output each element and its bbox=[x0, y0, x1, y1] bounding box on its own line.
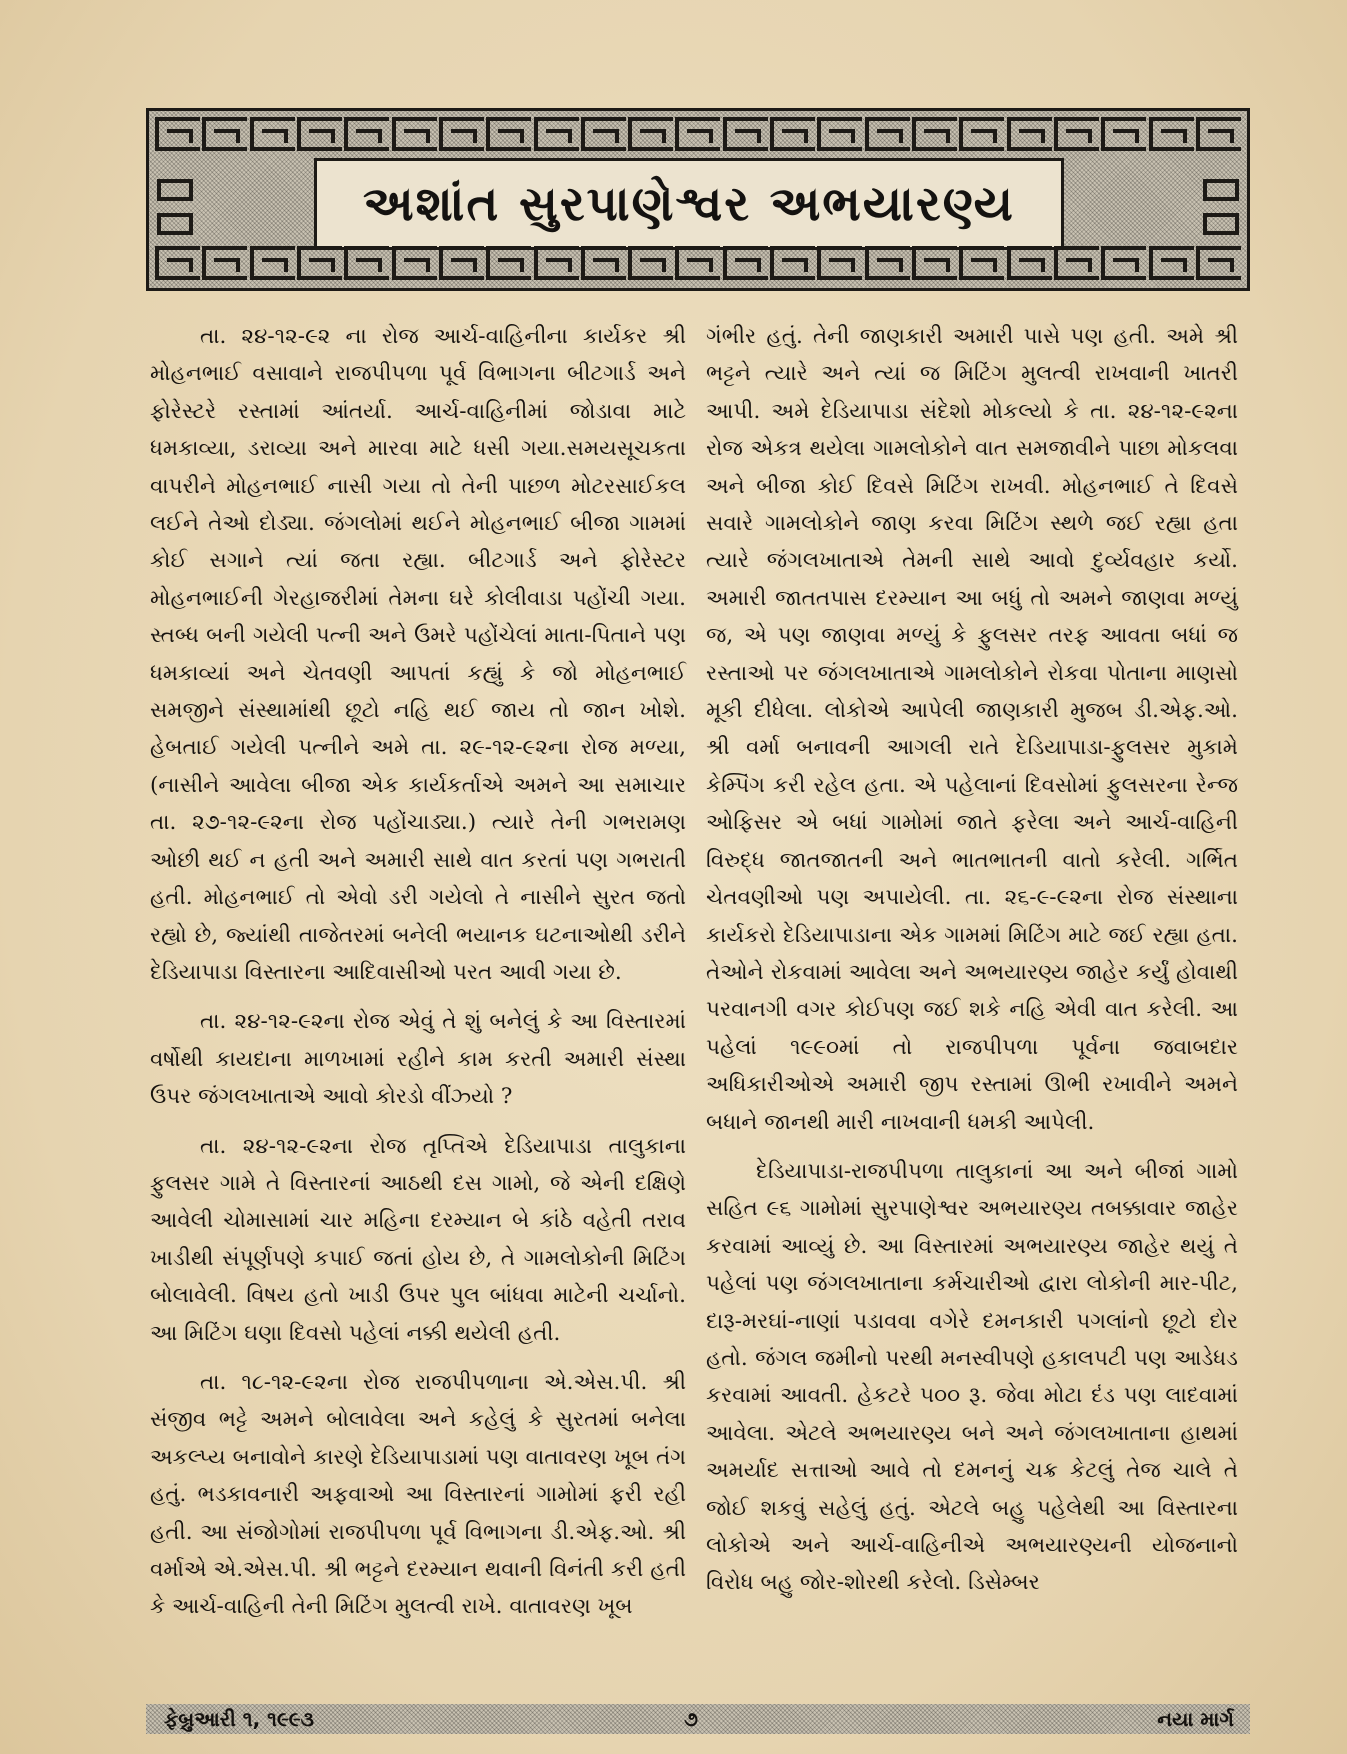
greek-key-motif bbox=[297, 117, 342, 151]
page-footer bbox=[146, 1704, 1250, 1734]
paragraph: તા. ૨૪-૧૨-૯૨ના રોજ તૃપ્તિએ દેડિયાપાડા તાલુકાના ફુલસર ગામે તે વિસ્તારનાં આઠથી દસ ગામો, જે એની દક્ષિણે આવેલી ચોમાસામાં ચાર મહિના દરમ્યાન બે કાંઠે વહેતી તરાવ ખાડીથી સંપૂર્ણપણે કપાઈ જતાં હોય છે, તે ગામલોકોની મિટિંગ બોલાવેલી. વિષય હતો ખાડી ઉપર પુલ બાંધવા માટેની ચર્ચાનો. આ મિટિંગ ઘણા દિવસો પહેલાં નક્કી થયેલી હતી. bbox=[150, 1133, 686, 1346]
paragraph: તા. ૧૮-૧૨-૯૨ના રોજ રાજપીપળાના એ.એસ.પી. શ્રી સંજીવ ભટ્ટે અમને બોલાવેલા અને કહેલું કે સુરતમાં બનેલા અકલ્પ્ય બનાવોને કારણે દેડિયાપાડામાં પણ વાતાવરણ ખૂબ તંગ હતું. ભડકાવનારી અફવાઓ આ વિસ્તારનાં ગામોમાં ફરી રહી હતી. આ સંજોગોમાં રાજપીપળા પૂર્વ વિભાગના ડી.એફ.ઓ. શ્રી વર્માએ એ.એસ.પી. શ્રી ભટ્ટને દરમ્યાન થવાની વિનંતી કરી હતી કે આર્ચ-વાહિની તેની મિટિંગ મુલત્વી રાખે. વાતાવરણ ખૂબ bbox=[150, 1369, 686, 1620]
greek-key-motif bbox=[1054, 246, 1099, 280]
greek-key-motif bbox=[202, 117, 247, 151]
greek-key-motif bbox=[297, 246, 342, 280]
greek-key-motif bbox=[534, 246, 579, 280]
greek-key-motif bbox=[439, 246, 484, 280]
greek-key-motif bbox=[912, 246, 957, 280]
greek-key-motif bbox=[439, 117, 484, 151]
greek-key-motif bbox=[155, 246, 200, 280]
greek-key-motif bbox=[1007, 246, 1052, 280]
article-column-right bbox=[706, 318, 1238, 1602]
greek-key-border-top bbox=[155, 117, 1241, 153]
greek-key-motif bbox=[1007, 117, 1052, 151]
greek-key-motif bbox=[959, 117, 1004, 151]
greek-key-motif bbox=[675, 117, 720, 151]
greek-key-motif bbox=[817, 246, 862, 280]
greek-key-motif bbox=[865, 117, 910, 151]
article-column-left bbox=[150, 318, 686, 1626]
greek-key-motif bbox=[1149, 246, 1194, 280]
article-title: અશાંત સુરપાણેશ્વર અભયારણ્ય bbox=[363, 175, 1015, 232]
issue-date: ફેબ્રુઆરી ૧, ૧૯૯૩ bbox=[164, 1707, 314, 1731]
greek-key-motif bbox=[865, 246, 910, 280]
greek-key-side-right bbox=[1203, 179, 1239, 201]
greek-key-motif bbox=[344, 246, 389, 280]
greek-key-side-left bbox=[157, 213, 193, 235]
greek-key-border-bottom bbox=[155, 246, 1241, 282]
title-banner bbox=[146, 108, 1250, 291]
greek-key-motif bbox=[628, 246, 673, 280]
greek-key-motif bbox=[817, 117, 862, 151]
greek-key-motif bbox=[534, 117, 579, 151]
greek-key-motif bbox=[770, 246, 815, 280]
greek-key-motif bbox=[581, 117, 626, 151]
greek-key-motif bbox=[1054, 117, 1099, 151]
paragraph: તા. ૨૪-૧૨-૯૨ના રોજ એવું તે શું બનેલું કે આ વિસ્તારમાં વર્ષોથી કાયદાના માળખામાં રહીને કામ કરતી અમારી સંસ્થા ઉપર જંગલખાતાએ આવો કોરડો વીંઝ્યો ? bbox=[150, 1009, 686, 1110]
greek-key-motif bbox=[344, 117, 389, 151]
greek-key-motif bbox=[392, 246, 437, 280]
title-box bbox=[314, 158, 1064, 250]
greek-key-motif bbox=[155, 117, 200, 151]
greek-key-motif bbox=[1196, 117, 1241, 151]
publication-name: નયા માર્ગ bbox=[1157, 1707, 1234, 1731]
greek-key-motif bbox=[581, 246, 626, 280]
greek-key-motif bbox=[250, 246, 295, 280]
paragraph: ગંભીર હતું. તેની જાણકારી અમારી પાસે પણ હતી. અમે શ્રી ભટ્ટને ત્યારે અને ત્યાં જ મિટિંગ મુલત્વી રાખવાની ખાતરી આપી. અમે દેડિયાપાડા સંદેશો મોકલ્યો કે તા. ૨૪-૧૨-૯૨ના રોજ એકત્ર થયેલા ગામલોકોને વાત સમજાવીને પાછા મોકલવા અને બીજા કોઈ દિવસે મિટિંગ રાખવી. મોહનભાઈ તે દિવસે સવારે ગામલોકોને જાણ કરવા મિટિંગ સ્થળે જઈ રહ્યા હતા ત્યારે જંગલખાતાએ તેમની સાથે આવો દુર્વ્યવહાર કર્યો. અમારી જાતતપાસ દરમ્યાન આ બધું તો અમને જાણવા મળ્યું જ, એ પણ જાણવા મળ્યું કે ફુલસર તરફ આવતા બધાં જ રસ્તાઓ પર જંગલખાતાએ ગામલોકોને રોકવા પોતાના માણસો મૂકી દીધેલા. લોકોએ આપેલી જાણકારી મુજબ ડી.એફ.ઓ. શ્રી વર્મા બનાવની આગલી રાતે દેડિયાપાડા-ફુલસર મુકામે કેમ્પિંગ કરી રહેલ હતા. એ પહેલાનાં દિવસોમાં ફુલસરના રેન્જ ઓફિસર એ બધાં ગામોમાં જાતે ફરેલા અને આર્ચ-વાહિની વિરુદ્ધ જાતજાતની અને ભાતભાતની વાતો કરેલી. ગર્ભિત ચેતવણીઓ પણ અપાયેલી. તા. ૨૬-૯-૯૨ના રોજ સંસ્થાના કાર્યકરો દેડિયાપાડાના એક ગામમાં મિટિંગ માટે જઈ રહ્યા હતા. તેઓને રોકવામાં આવેલા અને અભયારણ્ય જાહેર કર્યું હોવાથી પરવાનગી વગર કોઈપણ જઈ શકે નહિ એવી વાત કરેલી. આ પહેલાં ૧૯૯૦માં તો રાજપીપળા પૂર્વના જવાબદાર અધિકારીઓએ અમારી જીપ રસ્તામાં ઊભી રખાવીને અમને બધાને જાનથી મારી નાખવાની ધમકી આપેલી. bbox=[706, 324, 1238, 1135]
greek-key-motif bbox=[1196, 246, 1241, 280]
greek-key-motif bbox=[723, 246, 768, 280]
greek-key-motif bbox=[486, 117, 531, 151]
greek-key-motif bbox=[250, 117, 295, 151]
greek-key-motif bbox=[1149, 117, 1194, 151]
greek-key-motif bbox=[770, 117, 815, 151]
page-number: ૭ bbox=[684, 1707, 698, 1731]
paragraph: દેડિયાપાડા-રાજપીપળા તાલુકાનાં આ અને બીજાં ગામો સહિત ૯૬ ગામોમાં સુરપાણેશ્વર અભયારણ્ય તબક્કાવાર જાહેર કરવામાં આવ્યું છે. આ વિસ્તારમાં અભયારણ્ય જાહેર થયું તે પહેલાં પણ જંગલખાતાના કર્મચારીઓ દ્વારા લોકોની માર-પીટ, દારૂ-મરઘાં-નાણાં પડાવવા વગેરે દમનકારી પગલાંનો છૂટો દોર હતો. જંગલ જમીનો પરથી મનસ્વીપણે હકાલપટી પણ આડેધડ કરવામાં આવતી. હેકટરે ૫૦૦ રૂ. જેવા મોટા દંડ પણ લાદવામાં આવેલા. એટલે અભયારણ્ય બને અને જંગલખાતાના હાથમાં અમર્યાદ સત્તાઓ આવે તો દમનનું ચક્ર કેટલું તેજ ચાલે તે જોઈ શકવું સહેલું હતું. એટલે બહુ પહેલેથી આ વિસ્તારના લોકોએ અને આર્ચ-વાહિનીએ અભયારણ્યની યોજનાનો વિરોધ બહુ જોર-શોરથી કરેલો. ડિસેમ્બર bbox=[706, 1158, 1238, 1596]
greek-key-motif bbox=[723, 117, 768, 151]
greek-key-motif bbox=[486, 246, 531, 280]
greek-key-motif bbox=[675, 246, 720, 280]
greek-key-motif bbox=[959, 246, 1004, 280]
greek-key-motif bbox=[392, 117, 437, 151]
greek-key-motif bbox=[1101, 117, 1146, 151]
greek-key-motif bbox=[628, 117, 673, 151]
paragraph: તા. ૨૪-૧૨-૯૨ ના રોજ આર્ચ-વાહિનીના કાર્યકર શ્રી મોહનભાઈ વસાવાને રાજપીપળા પૂર્વ વિભાગના બીટગાર્ડ અને ફોરેસ્ટરે રસ્તામાં આંતર્યા. આર્ચ-વાહિનીમાં જોડાવા માટે ધમકાવ્યા, ડરાવ્યા અને મારવા માટે ધસી ગયા.સમયસૂચકતા વાપરીને મોહનભાઈ નાસી ગયા તો તેની પાછળ મોટરસાઈકલ લઈને તેઓ દોડ્યા. જંગલોમાં થઈને મોહનભાઈ બીજા ગામમાં કોઈ સગાને ત્યાં જતા રહ્યા. બીટગાર્ડ અને ફોરેસ્ટર મોહનભાઈની ગેરહાજરીમાં તેમના ઘરે કોલીવાડા પહોંચી ગયા. સ્તબ્ધ બની ગયેલી પત્ની અને ઉમરે પહોંચેલાં માતા-પિતાને પણ ધમકાવ્યાં અને ચેતવણી આપતાં કહ્યું કે જો મોહનભાઈ સમજીને સંસ્થામાંથી છૂટો નહિ થઈ જાય તો જાન ખોશે. હેબતાઈ ગયેલી પત્નીને અમે તા. ૨૯-૧૨-૯૨ના રોજ મળ્યા, (નાસીને આવેલા બીજા એક કાર્યકર્તાએ અમને આ સમાચાર તા. ૨૭-૧૨-૯૨ના રોજ પહોંચાડ્યા.) ત્યારે તેની ગભરામણ ઓછી થઈ ન હતી અને અમારી સાથે વાત કરતાં પણ ગભરાતી હતી. મોહનભાઈ તો એવો ડરી ગયેલો તે નાસીને સુરત જતો રહ્યો છે, જ્યાંથી તાજેતરમાં બનેલી ભયાનક ઘટનાઓથી ડરીને દેડિયાપાડા વિસ્તારના આદિવાસીઓ પરત આવી ગયા છે. bbox=[150, 324, 686, 985]
greek-key-motif bbox=[1101, 246, 1146, 280]
greek-key-side-left bbox=[157, 179, 193, 201]
greek-key-motif bbox=[202, 246, 247, 280]
greek-key-motif bbox=[912, 117, 957, 151]
greek-key-side-right bbox=[1203, 213, 1239, 235]
